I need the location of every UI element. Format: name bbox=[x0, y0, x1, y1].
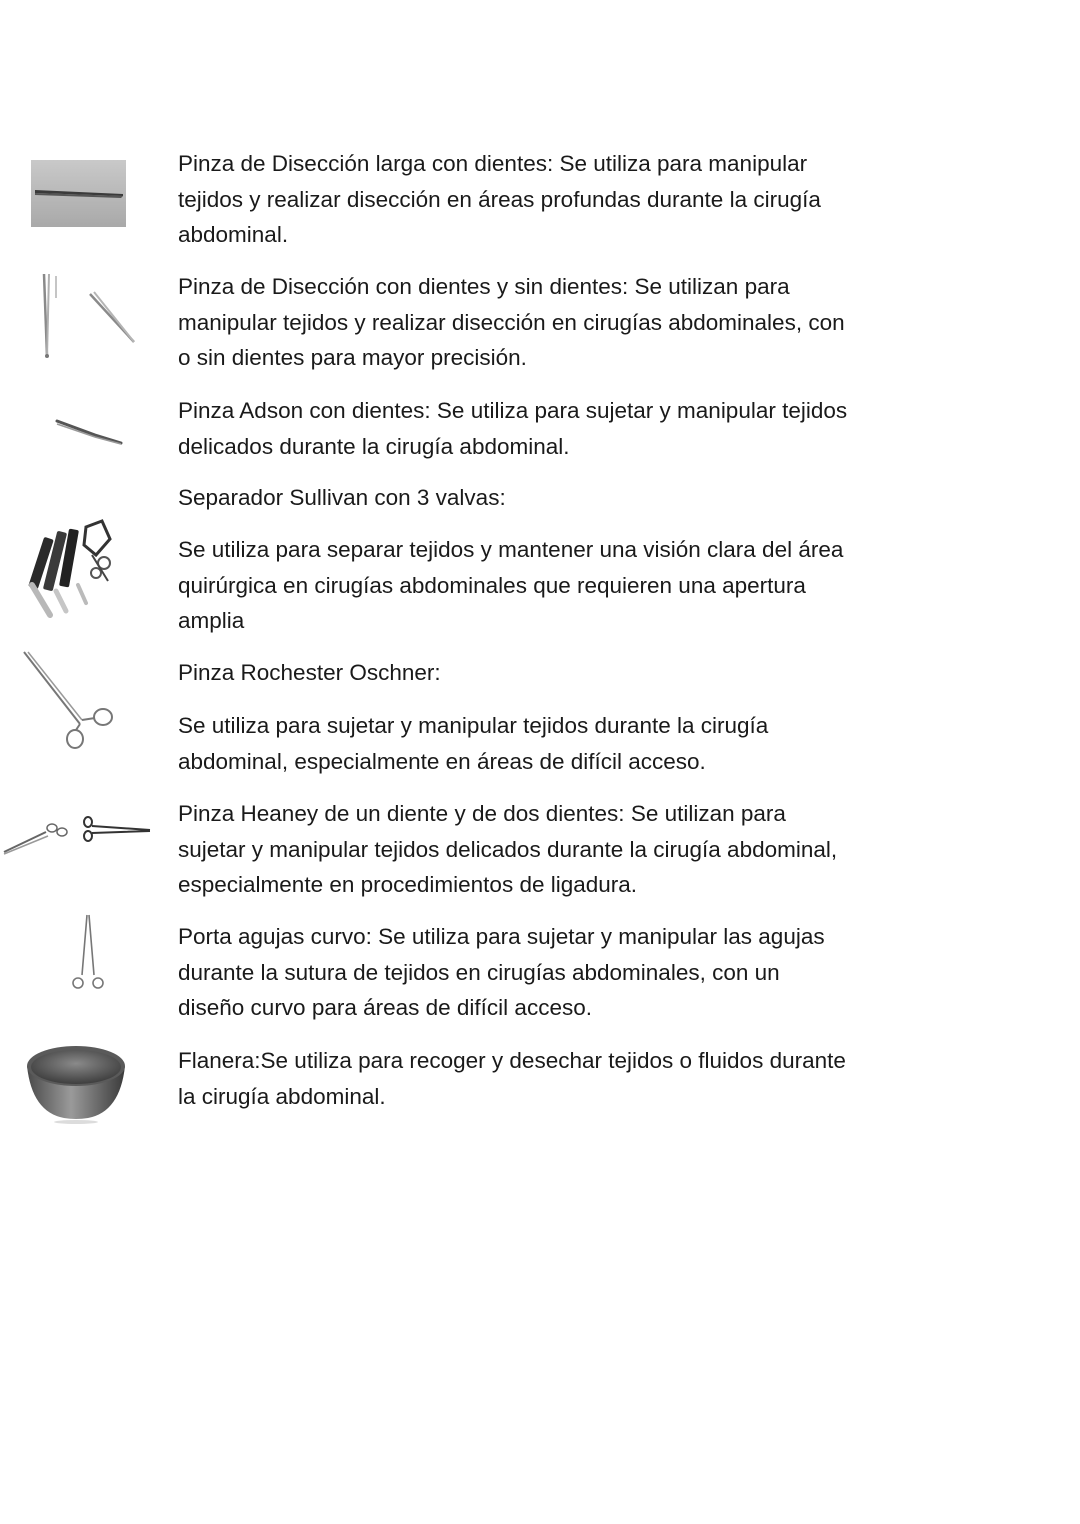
dissection-forceps-pair-image bbox=[34, 272, 138, 362]
rochester-ochsner-forceps-image bbox=[20, 650, 118, 750]
paragraph-sullivan-retractor: Se utiliza para separar tejidos y mantener una visión clara del área quirúrgica en cirugías abdominales que requieren una apertura amplia bbox=[178, 537, 844, 633]
flanera-bowl-image bbox=[24, 1042, 128, 1124]
paragraph-dissection-forceps: Pinza de Disección con dientes y sin dientes: Se utilizan para manipular tejidos y realizar disección en cirugías abdominales, con o sin dientes para mayor precisión. bbox=[178, 274, 845, 370]
paragraph-heaney-forceps: Pinza Heaney de un diente y de dos dientes: Se utilizan para sujetar y manipular tejidos delicados durante la cirugía abdominal, especialmente en procedimientos de ligadura. bbox=[178, 801, 838, 897]
paragraph-rochester-ochsner: Se utiliza para sujetar y manipular tejidos durante la cirugía abdominal, especialmente en áreas de difícil acceso. bbox=[178, 713, 769, 774]
paragraph-needle-holder: Porta agujas curvo: Se utiliza para sujetar y manipular las agujas durante la sutura de tejidos en cirugías abdominales, con un diseño curvo para áreas de difícil acceso. bbox=[178, 924, 825, 1020]
adson-forceps-image bbox=[55, 413, 125, 449]
long-dissection-forceps-image bbox=[31, 160, 126, 227]
paragraph-flanera: Flanera:Se utiliza para recoger y desechar tejidos o fluidos durante la cirugía abdominal. bbox=[178, 1048, 846, 1109]
heading-rochester-ochsner: Pinza Rochester Oschner: bbox=[178, 660, 441, 685]
curved-needle-holder-image bbox=[68, 913, 108, 993]
paragraph-adson-forceps: Pinza Adson con dientes: Se utiliza para sujetar y manipular tejidos delicados durante la cirugía abdominal. bbox=[178, 398, 848, 459]
heading-sullivan-retractor: Separador Sullivan con 3 valvas: bbox=[178, 485, 506, 510]
paragraph-long-dissection-forceps: Pinza de Disección larga con dientes: Se utiliza para manipular tejidos y realizar disección en áreas profundas durante la cirugía abdominal. bbox=[178, 151, 821, 247]
sullivan-retractor-image bbox=[26, 515, 118, 619]
heaney-forceps-image bbox=[0, 812, 154, 858]
